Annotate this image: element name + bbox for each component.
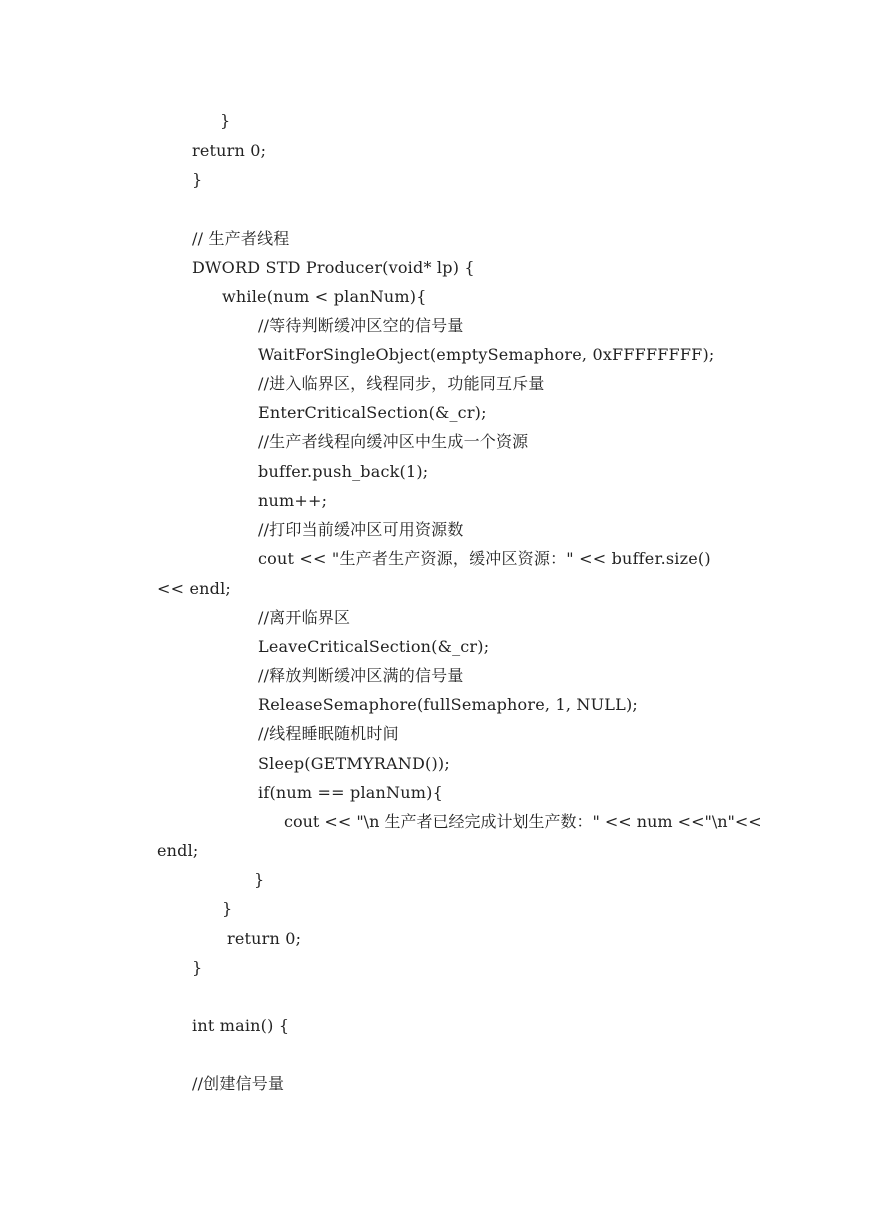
code-line: return 0; (227, 929, 302, 948)
code-line: EnterCriticalSection(&_cr); (258, 403, 487, 422)
code-line: } (222, 899, 233, 918)
code-line: } (192, 170, 203, 189)
code-comment: //释放判断缓冲区满的信号量 (258, 666, 464, 685)
code-line: if(num == planNum){ (258, 783, 443, 802)
code-line: } (254, 870, 265, 889)
code-comment: //线程睡眠随机时间 (258, 724, 399, 743)
code-line: while(num < planNum){ (222, 287, 427, 306)
code-line: DWORD STD Producer(void* lp) { (192, 258, 475, 277)
code-line: cout << "生产者生产资源，缓冲区资源：" << buffer.size() (258, 549, 711, 568)
code-comment: // 生产者线程 (192, 229, 290, 248)
code-line: << endl; (157, 579, 232, 598)
code-line: ReleaseSemaphore(fullSemaphore, 1, NULL); (258, 695, 638, 714)
code-comment: //等待判断缓冲区空的信号量 (258, 316, 464, 335)
code-line: Sleep(GETMYRAND()); (258, 754, 450, 773)
code-line: LeaveCriticalSection(&_cr); (258, 637, 490, 656)
code-line: WaitForSingleObject(emptySemaphore, 0xFFFFFFFF); (258, 345, 715, 364)
code-line: endl; (157, 841, 199, 860)
code-line: buffer.push_back(1); (258, 462, 429, 481)
code-line: } (192, 958, 203, 977)
code-comment: //进入临界区，线程同步，功能同互斥量 (258, 374, 545, 393)
code-line: int main() { (192, 1016, 290, 1035)
code-line: num++; (258, 491, 328, 510)
code-line: cout << "\n 生产者已经完成计划生产数：" << num <<"\n"<< (284, 812, 762, 831)
code-comment: //生产者线程向缓冲区中生成一个资源 (258, 432, 529, 451)
code-comment: //离开临界区 (258, 608, 351, 627)
code-line: return 0; (192, 141, 267, 160)
code-comment: //打印当前缓冲区可用资源数 (258, 520, 464, 539)
code-comment: //创建信号量 (192, 1074, 285, 1093)
code-line: } (220, 111, 231, 130)
